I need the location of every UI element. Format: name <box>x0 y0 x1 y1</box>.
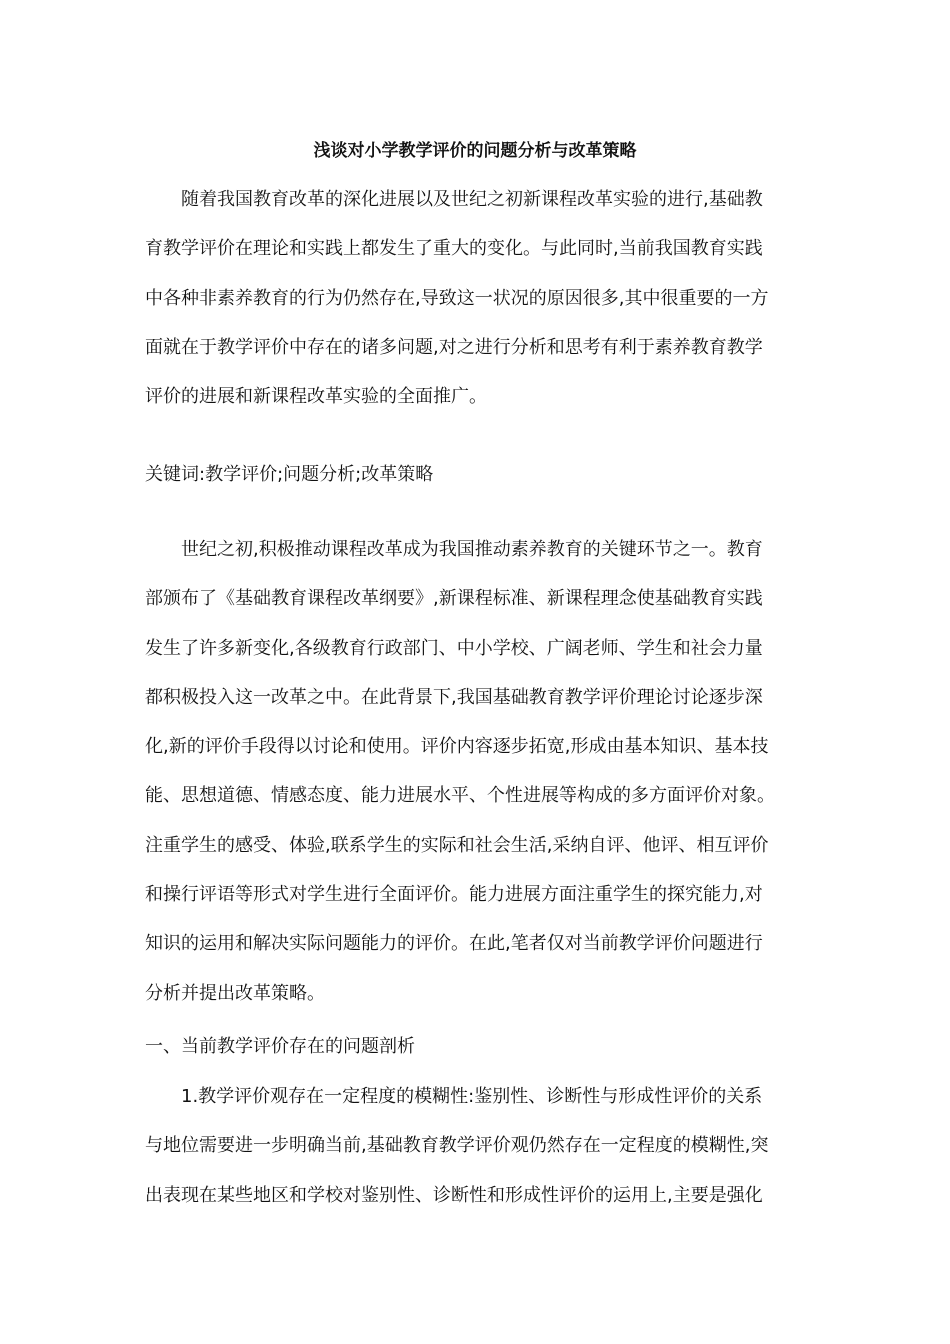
intro-line: 都积极投入这一改革之中。在此背景下,我国基础教育教学评价理论讨论逐步深 <box>145 686 763 708</box>
intro-line: 分析并提出改革策略。 <box>145 982 325 1004</box>
keywords-text: 关键词:教学评价;问题分析;改革策略 <box>145 464 434 485</box>
intro-line: 注重学生的感受、体验,联系学生的实际和社会生活,采纳自评、他评、相互评价 <box>145 834 769 856</box>
intro-paragraph <box>145 525 810 1018</box>
intro-line: 世纪之初,积极推动课程改革成为我国推动素养教育的关键环节之一。教育 <box>181 539 763 560</box>
keywords-line <box>145 450 810 499</box>
abstract-paragraph <box>145 175 810 421</box>
section-heading <box>145 1022 810 1071</box>
section1-line: 与地位需要进一步明确当前,基础教育教学评价观仍然存在一定程度的模糊性,突 <box>145 1135 769 1157</box>
abstract-line: 中各种非素养教育的行为仍然存在,导致这一状况的原因很多,其中很重要的一方 <box>145 287 769 309</box>
section1-line: 出表现在某些地区和学校对鉴别性、诊断性和形成性评价的运用上,主要是强化 <box>145 1184 763 1206</box>
intro-line: 发生了许多新变化,各级教育行政部门、中小学校、广阔老师、学生和社会力量 <box>145 637 763 659</box>
intro-line: 能、思想道德、情感态度、能力进展水平、个性进展等构成的多方面评价对象。 <box>145 785 775 807</box>
intro-line: 化,新的评价手段得以讨论和使用。评价内容逐步拓宽,形成由基本知识、基本技 <box>145 736 769 758</box>
abstract-line: 评价的进展和新课程改革实验的全面推广。 <box>145 386 487 408</box>
intro-line: 知识的运用和解决实际问题能力的评价。在此,笔者仅对当前教学评价问题进行 <box>145 933 763 955</box>
abstract-line: 面就在于教学评价中存在的诸多问题,对之进行分析和思考有利于素养教育教学 <box>145 336 763 358</box>
intro-line: 部颁布了《基础教育课程改革纲要》,新课程标准、新课程理念使基础教育实践 <box>145 588 763 610</box>
abstract-line: 随着我国教育改革的深化进展以及世纪之初新课程改革实验的进行,基础教 <box>181 189 763 210</box>
intro-line: 和操行评语等形式对学生进行全面评价。能力进展方面注重学生的探究能力,对 <box>145 884 763 906</box>
abstract-line: 育教学评价在理论和实践上都发生了重大的变化。与此同时,当前我国教育实践 <box>145 238 763 260</box>
section-heading-text: 一、当前教学评价存在的问题剖析 <box>145 1036 415 1057</box>
section1-line: 1.教学评价观存在一定程度的模糊性:鉴别性、诊断性与形成性评价的关系 <box>181 1086 763 1107</box>
section1-paragraph <box>145 1072 810 1220</box>
document-title: 浅谈对小学教学评价的问题分析与改革策略 <box>313 141 637 161</box>
